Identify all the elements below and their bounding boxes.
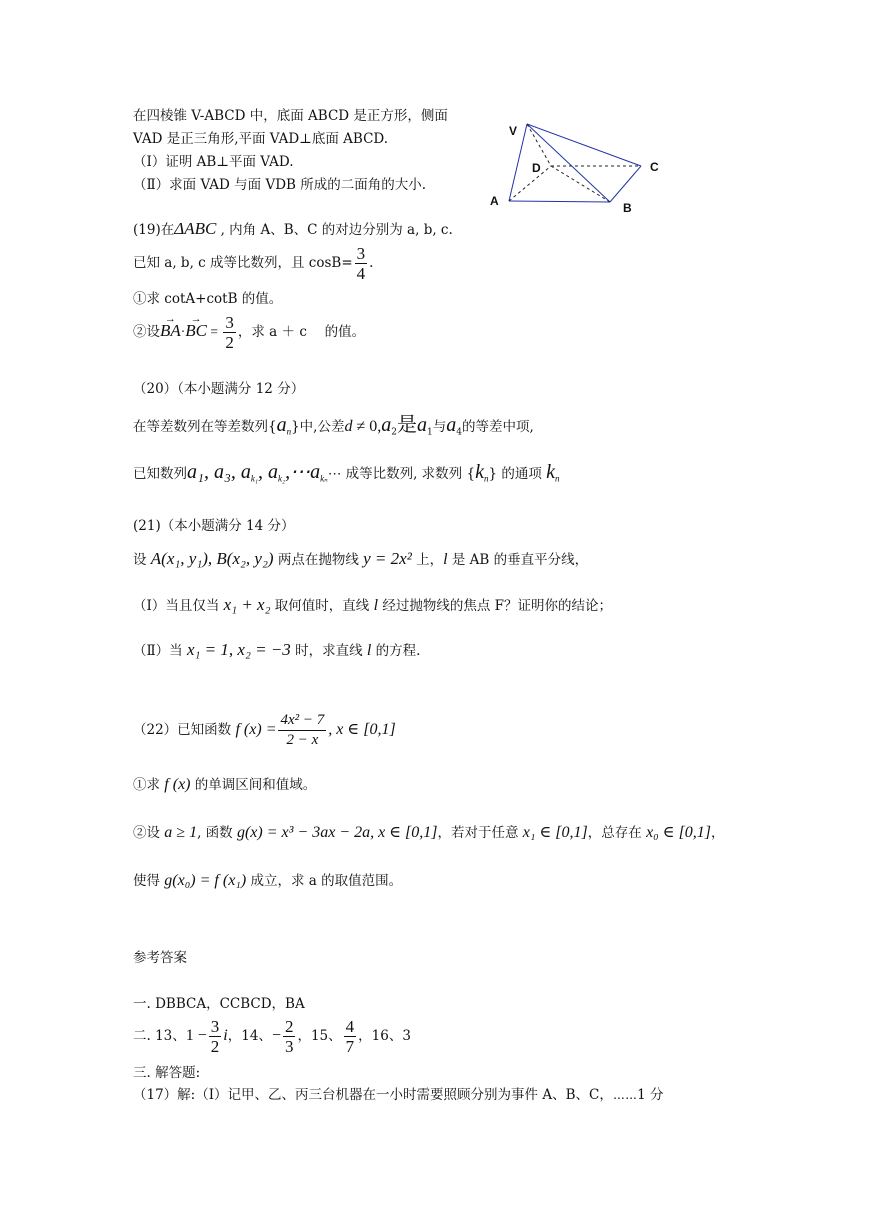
- q19-frac-num: 3: [225, 313, 234, 332]
- ans-num1: 3: [210, 1017, 220, 1036]
- q18-part1: （Ⅰ）证明 AB⊥平面 VAD.: [133, 154, 294, 170]
- ans-i: i: [223, 1027, 228, 1044]
- q20-k: k: [475, 461, 484, 483]
- q20-seq-mid: , a: [258, 461, 279, 483]
- edge-VC: [527, 124, 641, 166]
- q20-a2: a: [381, 414, 392, 436]
- ans-two-d: ，16、3: [358, 1028, 411, 1044]
- q20-a1: a: [417, 414, 427, 436]
- q20-an-sub: n: [286, 426, 292, 437]
- answers-title: 参考答案: [133, 950, 187, 966]
- q20-line2: [133, 457, 560, 494]
- q19-line2: [133, 244, 373, 283]
- q21-l2-a: （Ⅰ）当且仅当: [133, 598, 224, 614]
- q20-line1: [133, 409, 534, 448]
- label-C: C: [650, 160, 659, 174]
- q20-seq-k1: k₁: [250, 473, 259, 484]
- answers-part3: 三. 解答题:: [133, 1065, 201, 1081]
- q19-given-suffix: .: [369, 255, 374, 271]
- dot-operator: ·: [180, 324, 186, 339]
- ans-neg: −: [271, 1027, 281, 1044]
- q20-a1-sub: 1: [427, 427, 433, 438]
- q21-l3-c: 的方程.: [371, 643, 421, 659]
- q22-l1-a: （22）已知函数: [133, 722, 236, 738]
- q19-given: 已知 a, b, c 成等比数列，且 cosB=: [133, 255, 353, 271]
- q21-l1-b: 两点在抛物线: [273, 552, 364, 568]
- q20-l1-end: 的等差中项,: [461, 419, 534, 435]
- q20-d: d: [344, 418, 353, 435]
- q20-l1-a: 在等差数列在等差数列{: [133, 419, 277, 435]
- q22-l2-f: f (x): [164, 776, 191, 793]
- label-D: D: [532, 161, 541, 175]
- q21-values: x₁ = 1, x₂ = −3: [186, 640, 291, 659]
- q22-x0: x₀ ∈ [0,1]: [646, 824, 712, 841]
- ans-two-b: ，14、: [227, 1028, 272, 1044]
- q22-f: f (x) =: [235, 721, 277, 738]
- q19-cos-fraction: [355, 244, 368, 283]
- q22-l3-c: ，若对于任意: [437, 825, 523, 841]
- q20-kn: k: [546, 461, 556, 483]
- q20-header: （20）（本小题满分 12 分）: [133, 381, 305, 397]
- q22-l3-b: , 函数: [197, 825, 237, 841]
- q19-rest: , 内角 A、B、C 的对边分别为 a, b, c.: [216, 222, 453, 238]
- q21-line-l: l: [443, 551, 448, 568]
- q21-points: A(x₁, y₁), B(x₂, y₂): [150, 549, 274, 568]
- q22-eq: g(x₀) = f (x₁): [164, 872, 247, 889]
- q21-line1: [133, 545, 588, 574]
- q19-part2: [133, 312, 365, 352]
- q21-parabola: y = 2x²: [363, 549, 412, 568]
- q22-l3-a: ②设: [133, 825, 165, 841]
- q20-kn-sub: n: [555, 473, 560, 484]
- q22-l2-a: ①求: [133, 777, 165, 793]
- ans-num3: 4: [345, 1017, 355, 1036]
- q21-line3: [133, 636, 420, 665]
- q22-l3-e: ，: [711, 825, 725, 841]
- q19-prefix: (19)在: [133, 222, 175, 238]
- q20-shi: 是: [397, 412, 417, 436]
- q20-a4: a: [446, 414, 457, 436]
- ans-den3: 7: [345, 1037, 355, 1056]
- q21-l3-a: （Ⅱ）当: [133, 643, 187, 659]
- ans-two-c: ，15、: [297, 1028, 342, 1044]
- q21-line2: [133, 591, 612, 620]
- vector-BA: → BA: [160, 312, 181, 350]
- pyramid-figure: [485, 118, 675, 218]
- q20-seq-kn: kₙ: [320, 473, 328, 484]
- ans-two-a: 二. 13、: [133, 1028, 186, 1044]
- q20-seq: a₁, a₃, a: [187, 461, 251, 483]
- q21-l1-d: 是 AB 的垂直平分线，: [447, 552, 589, 568]
- q22-l2-b: 的单调区间和值域。: [190, 777, 317, 793]
- q19-part2-suffix: ，求 a ＋ c 的值。: [237, 324, 366, 340]
- edge-DB: [551, 166, 610, 202]
- q20-seq-k2: k₂: [278, 473, 286, 484]
- edge-BC: [610, 166, 641, 202]
- q21-l3-l: l: [366, 642, 372, 659]
- q19-cos-den: 4: [356, 264, 366, 283]
- ans-frac-1: [209, 1017, 222, 1056]
- q19-cos-num: 3: [356, 244, 366, 263]
- q21-header: (21)（本小题满分 14 分）: [133, 518, 295, 534]
- ans-den1: 2: [210, 1037, 220, 1056]
- q21-l3-b: 时，求直线: [290, 643, 367, 659]
- q22-g: g(x) = x³ − 3ax − 2a, x ∈ [0,1]: [236, 824, 438, 841]
- q22-line1: [133, 708, 396, 752]
- q21-l2-b: 取何值时，直线: [270, 598, 374, 614]
- q20-k-sub: n: [483, 473, 489, 484]
- ans-den2: 3: [284, 1037, 294, 1056]
- q20-l2-c: } 的通项: [488, 466, 547, 482]
- answers-q17: （17）解:（Ⅰ）记甲、乙、丙三台机器在一小时需要照顾分别为事件 A、B、C，⋯⋯1 分: [133, 1087, 664, 1103]
- q20-a4-sub: 4: [456, 427, 462, 438]
- answers-part2: [133, 1016, 411, 1056]
- answers-part1: 一. DBBCA，CCBCD，BA: [133, 996, 305, 1012]
- q22-l4-a: 使得: [133, 873, 165, 889]
- q19-part2-prefix: ②设: [133, 324, 160, 340]
- q20-l1-b: }中,公差: [291, 419, 345, 435]
- q21-l2-l: l: [373, 597, 379, 614]
- q19-triangle: ΔABC: [174, 219, 217, 238]
- q22-fraction: [278, 711, 326, 750]
- edge-AB: [509, 201, 610, 202]
- q22-den: 2 − x: [286, 732, 319, 748]
- q21-l1-c: 上，: [411, 552, 444, 568]
- q19-line1: [133, 220, 453, 239]
- label-V: V: [509, 124, 518, 138]
- q22-l3-d: ，总存在: [587, 825, 647, 841]
- label-A: A: [490, 194, 499, 208]
- q22-line4: [133, 868, 402, 894]
- q20-yu: 与: [432, 419, 447, 435]
- q20-an: a: [276, 414, 287, 436]
- edge-VD: [527, 124, 551, 166]
- q18-part2: （Ⅱ）求面 VAD 与面 VDB 所成的二面角的大小.: [133, 177, 427, 193]
- q19-dot-fraction: [223, 313, 236, 352]
- q18-line2: VAD 是正三角形,平面 VAD⊥底面 ABCD.: [133, 131, 389, 147]
- label-B: B: [623, 201, 632, 215]
- q18-line1: 在四棱锥 V-ABCD 中，底面 ABCD 是正方形，侧面: [133, 108, 448, 124]
- q20-seq-mid2: ,⋯a: [285, 461, 321, 483]
- q22-line3: [133, 820, 725, 846]
- q20-l2-b: 成等比数列, 求数列 {: [341, 466, 476, 482]
- q20-dots: ⋯: [327, 466, 342, 482]
- q22-line2: [133, 772, 316, 798]
- q20-l2-a: 已知数列: [133, 466, 187, 482]
- q20-a2-sub: 2: [391, 427, 397, 438]
- q22-cond: a ≥ 1: [164, 824, 198, 841]
- q22-x1: x₁ ∈ [0,1]: [522, 824, 588, 841]
- edge-AD: [509, 166, 551, 201]
- q22-l4-b: 成立，求 a 的取值范围。: [246, 873, 403, 889]
- q19-part1: ①求 cotA+cotB 的值。: [133, 291, 283, 307]
- q20-l1-c: ≠ 0,: [352, 418, 382, 435]
- q21-l1-a: 设: [133, 552, 151, 568]
- q22-domain: , x ∈ [0,1]: [328, 721, 396, 738]
- ans-num2: 2: [284, 1017, 294, 1036]
- q21-l2-c: 经过抛物线的焦点 F？证明你的结论；: [378, 598, 613, 614]
- q19-frac-den: 2: [225, 333, 234, 352]
- ans-one-minus: 1 −: [185, 1027, 207, 1044]
- equals: =: [207, 324, 222, 339]
- ans-frac-2: [283, 1017, 296, 1056]
- q21-sum: x₁ + x₂: [223, 595, 271, 614]
- ans-frac-3: [344, 1017, 357, 1056]
- vector-BC: → BC: [185, 312, 207, 350]
- q22-num: 4x² − 7: [278, 711, 326, 731]
